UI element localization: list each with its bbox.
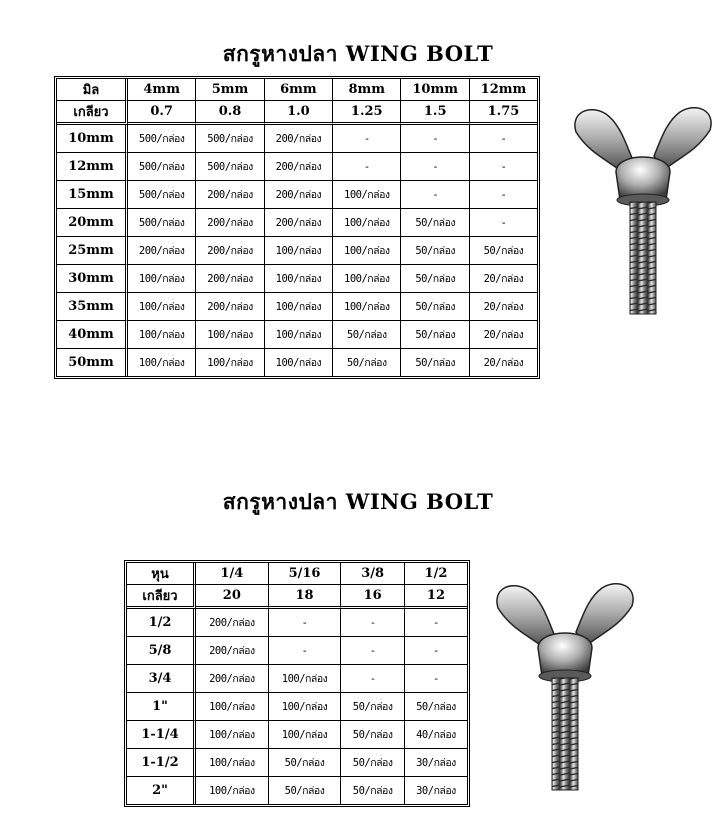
table-cell: 100/กล่อง	[333, 181, 401, 209]
table-cell: -	[269, 609, 342, 637]
table-cell: 30/กล่อง	[416, 785, 456, 797]
table-row	[57, 265, 537, 293]
table-cell: 50/กล่อง	[470, 237, 537, 265]
table-cell: 100/กล่อง	[265, 293, 333, 321]
table-cell: 100/กล่อง	[196, 349, 264, 376]
table-cell: 500/กล่อง	[128, 153, 196, 181]
section-title-inch: สกรูหางปลา WING BOLT	[222, 489, 494, 514]
table-cell: 200/กล่อง	[196, 237, 264, 265]
inch-size-table	[124, 560, 470, 807]
table-cell: 100/กล่อง	[196, 693, 269, 721]
row-length-label: 12mm	[57, 153, 128, 181]
column-header: 18	[269, 585, 342, 609]
column-header: 1/4	[196, 563, 269, 585]
table-cell: 100/กล่อง	[333, 237, 401, 265]
table-row	[57, 181, 537, 209]
table-cell: 100/กล่อง	[333, 265, 401, 293]
column-header: 10mm	[401, 79, 470, 101]
table-cell: -	[269, 637, 342, 665]
table-cell: 100/กล่อง	[128, 349, 196, 376]
wing-bolt-icon	[490, 578, 640, 798]
table-cell: 500/กล่อง	[128, 181, 196, 209]
column-header: 8mm	[333, 79, 401, 101]
table-row	[127, 693, 467, 721]
header-row	[127, 563, 467, 585]
header-row-label: เกลียว	[57, 101, 128, 125]
row-length-label: 1"	[127, 693, 196, 721]
row-length-label: 10mm	[57, 125, 128, 153]
table-row	[127, 637, 467, 665]
table-cell: 50/กล่อง	[341, 693, 405, 721]
row-length-label: 5/8	[127, 637, 196, 665]
table-row	[127, 721, 467, 749]
table-cell: -	[470, 209, 537, 237]
row-length-label: 20mm	[57, 209, 128, 237]
table-cell: 100/กล่อง	[333, 293, 401, 321]
row-length-label: 15mm	[57, 181, 128, 209]
table-cell: -	[401, 153, 470, 181]
table-cell: 100/กล่อง	[269, 665, 342, 693]
table-cell: -	[401, 125, 470, 153]
header-row-label: หุน	[127, 563, 196, 585]
row-length-label: 50mm	[57, 349, 128, 376]
table-cell: 200/กล่อง	[196, 293, 264, 321]
table-cell: 50/กล่อง	[401, 293, 470, 321]
column-header: 0.7	[128, 101, 196, 125]
table-cell: -	[341, 637, 405, 665]
table-row	[57, 125, 537, 153]
table-row	[57, 153, 537, 181]
column-header: 5/16	[269, 563, 342, 585]
table-cell: 200/กล่อง	[196, 665, 269, 693]
table-cell: 50/กล่อง	[269, 749, 342, 777]
header-row-label: มิล	[57, 79, 128, 101]
column-header: 1.25	[333, 101, 401, 125]
table-cell: 200/กล่อง	[196, 265, 264, 293]
table-cell: 200/กล่อง	[265, 153, 333, 181]
table-row	[127, 749, 467, 777]
table-cell: 100/กล่อง	[128, 321, 196, 349]
table-cell: -	[405, 637, 467, 665]
header-row	[57, 79, 537, 101]
table-cell: 50/กล่อง	[401, 237, 470, 265]
column-header: 1.5	[401, 101, 470, 125]
table-cell: 200/กล่อง	[265, 125, 333, 153]
table-cell: 100/กล่อง	[265, 265, 333, 293]
table-cell: 200/กล่อง	[196, 181, 264, 209]
table-cell: 200/กล่อง	[265, 209, 333, 237]
table-cell: -	[470, 125, 537, 153]
table-cell: 30/กล่อง	[405, 749, 467, 777]
header-row	[57, 101, 537, 125]
table-cell: 50/กล่อง	[269, 777, 342, 804]
table-cell: 100/กล่อง	[196, 749, 269, 777]
wing-bolt-icon	[568, 102, 716, 322]
column-header: 3/8	[341, 563, 405, 585]
table-cell: 50/กล่อง	[401, 209, 470, 237]
table-cell: 200/กล่อง	[265, 181, 333, 209]
table-cell: -	[401, 181, 470, 209]
table-cell: 100/กล่อง	[265, 349, 333, 376]
table-cell: 20/กล่อง	[483, 357, 524, 369]
table-cell: 500/กล่อง	[128, 125, 196, 153]
section-title-metric: สกรูหางปลา WING BOLT	[222, 41, 494, 66]
table-cell: 20/กล่อง	[470, 265, 537, 293]
table-cell: 40/กล่อง	[405, 721, 467, 749]
table-cell: -	[405, 665, 467, 693]
table-row	[57, 349, 537, 376]
table-cell: 50/กล่อง	[341, 721, 405, 749]
column-header: 6mm	[265, 79, 333, 101]
table-cell: 50/กล่อง	[401, 349, 470, 376]
row-length-label: 1/2	[127, 609, 196, 637]
table-cell: 50/กล่อง	[333, 349, 401, 376]
table-cell: 50/กล่อง	[401, 265, 470, 293]
table-cell: -	[333, 125, 401, 153]
header-row	[127, 585, 467, 609]
table-row	[127, 665, 467, 693]
table-row	[127, 777, 467, 804]
table-cell: 100/กล่อง	[265, 237, 333, 265]
table-cell: 500/กล่อง	[196, 153, 264, 181]
column-header: 0.8	[196, 101, 264, 125]
table-cell: -	[470, 153, 537, 181]
table-cell: -	[470, 181, 537, 209]
row-length-label: 35mm	[57, 293, 128, 321]
table-cell: 20/กล่อง	[470, 293, 537, 321]
table-cell: 100/กล่อง	[265, 321, 333, 349]
row-length-label: 1-1/2	[127, 749, 196, 777]
table-cell: -	[333, 153, 401, 181]
table-cell: 100/กล่อง	[196, 777, 269, 804]
table-cell: 100/กล่อง	[269, 693, 342, 721]
column-header: 12mm	[470, 79, 537, 101]
table-cell: 20/กล่อง	[470, 321, 537, 349]
table-row	[57, 293, 537, 321]
table-cell: 50/กล่อง	[405, 693, 467, 721]
table-cell: 100/กล่อง	[128, 265, 196, 293]
row-length-label: 2"	[127, 777, 196, 804]
table-cell: -	[341, 609, 405, 637]
row-length-label: 1-1/4	[127, 721, 196, 749]
table-cell: 200/กล่อง	[196, 209, 264, 237]
table-cell: 100/กล่อง	[269, 721, 342, 749]
table-cell: 100/กล่อง	[128, 293, 196, 321]
column-header: 20	[196, 585, 269, 609]
column-header: 5mm	[196, 79, 264, 101]
row-length-label: 25mm	[57, 237, 128, 265]
table-cell: 100/กล่อง	[196, 321, 264, 349]
table-cell: 200/กล่อง	[128, 237, 196, 265]
metric-size-table	[54, 76, 540, 379]
table-cell: 50/กล่อง	[341, 749, 405, 777]
table-row	[127, 609, 467, 637]
table-cell: 50/กล่อง	[341, 777, 405, 804]
table-cell: 100/กล่อง	[196, 721, 269, 749]
table-cell: 50/กล่อง	[333, 321, 401, 349]
column-header: 1.75	[470, 101, 537, 125]
table-cell: 50/กล่อง	[401, 321, 470, 349]
column-header: 12	[405, 585, 467, 609]
table-cell: -	[341, 665, 405, 693]
table-cell: 100/กล่อง	[333, 209, 401, 237]
column-header: 4mm	[128, 79, 196, 101]
table-row	[57, 237, 537, 265]
row-length-label: 3/4	[127, 665, 196, 693]
column-header: 16	[341, 585, 405, 609]
column-header: 1.0	[265, 101, 333, 125]
table-cell: 200/กล่อง	[196, 637, 269, 665]
table-cell: 500/กล่อง	[196, 125, 264, 153]
row-length-label: 30mm	[57, 265, 128, 293]
column-header: 1/2	[405, 563, 467, 585]
table-cell: 200/กล่อง	[196, 609, 269, 637]
table-cell: 500/กล่อง	[128, 209, 196, 237]
table-row	[57, 209, 537, 237]
table-row	[57, 321, 537, 349]
header-row-label: เกลียว	[127, 585, 196, 609]
table-cell: -	[405, 609, 467, 637]
row-length-label: 40mm	[57, 321, 128, 349]
